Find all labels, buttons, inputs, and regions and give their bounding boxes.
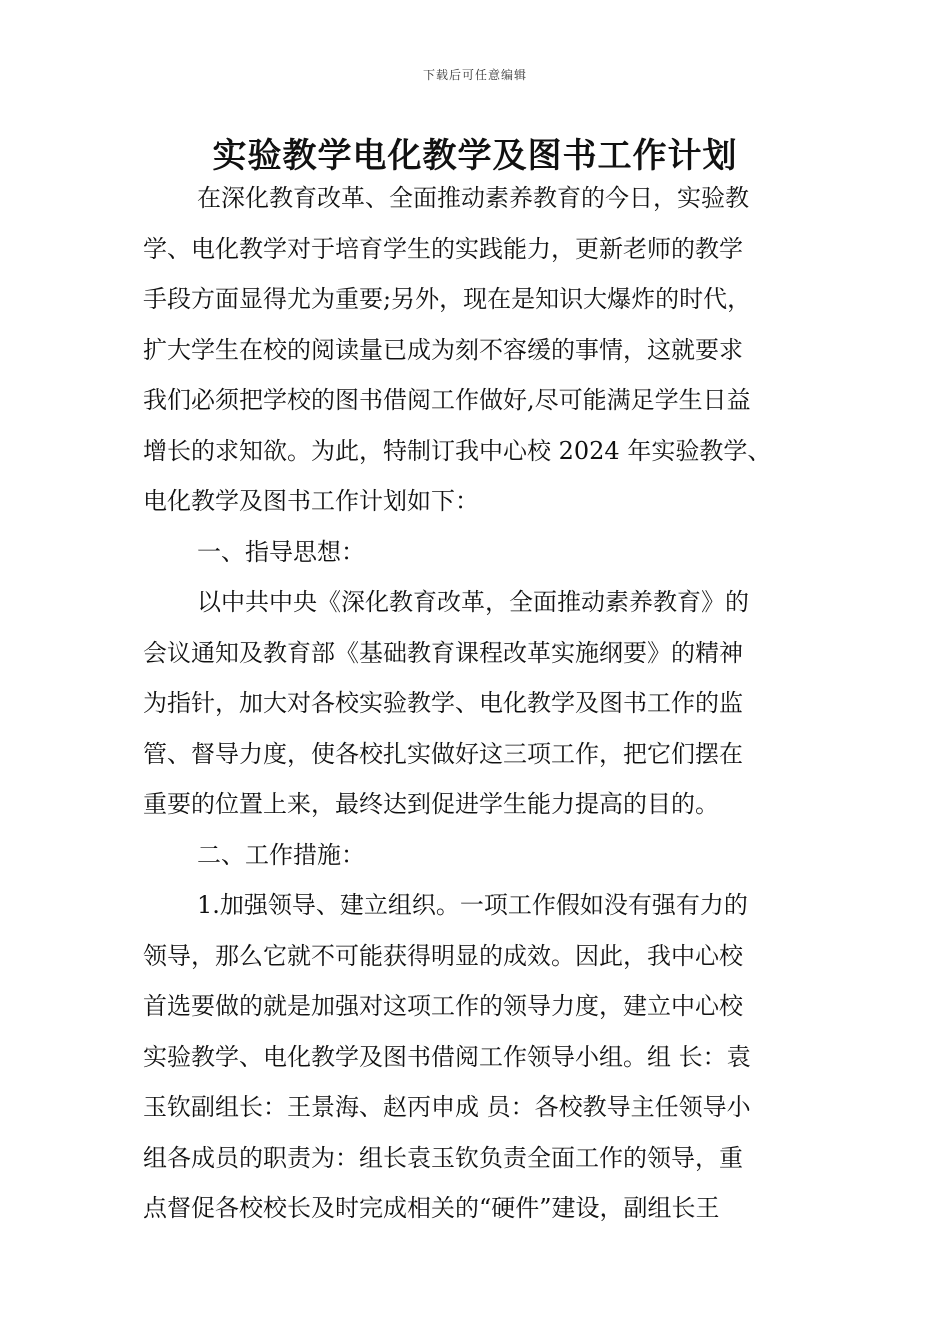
paragraph-line: 以中共中央《深化教育改革，全面推动素养教育》的 <box>197 588 749 616</box>
paragraph-line: 增长的求知欲。为此，特制订我中心校 2024 年实验教学、 <box>143 436 772 465</box>
paragraph-line: 为指针，加大对各校实验教学、电化教学及图书工作的监 <box>143 689 743 717</box>
paragraph-line: 扩大学生在校的阅读量已成为刻不容缓的事情，这就要求 <box>143 335 743 364</box>
paragraph-line: 我们必须把学校的图书借阅工作做好,尽可能满足学生日益 <box>143 386 751 414</box>
paragraph-line: 首选要做的就是加强对这项工作的领导力度，建立中心校 <box>143 992 743 1020</box>
paragraph-line: 领导，那么它就不可能获得明显的成效。因此，我中心校 <box>143 941 743 970</box>
paragraph-line: 手段方面显得尤为重要;另外，现在是知识大爆炸的时代， <box>143 285 752 313</box>
paragraph-line: 会议通知及教育部《基础教育课程改革实施纲要》的精神 <box>143 638 743 667</box>
header-note: 下载后可任意编辑 <box>422 68 527 82</box>
section-heading: 一、指导思想： <box>197 537 365 566</box>
paragraph-line: 管、督导力度，使各校扎实做好这三项工作，把它们摆在 <box>143 739 743 768</box>
paragraph-line: 组各成员的职责为：组长袁玉钦负责全面工作的领导，重 <box>143 1143 743 1172</box>
paragraph-line: 重要的位置上来，最终达到促进学生能力提高的目的。 <box>143 790 719 818</box>
document-title: 实验教学电化教学及图书工作计划 <box>212 136 738 176</box>
section-heading: 二、工作措施： <box>197 840 365 869</box>
paragraph-line: 学、电化教学对于培育学生的实践能力，更新老师的教学 <box>143 234 743 263</box>
paragraph-line: 实验教学、电化教学及图书借阅工作领导小组。组 长：袁 <box>143 1042 751 1071</box>
paragraph-line: 在深化教育改革、全面推动素养教育的今日，实验教 <box>197 184 749 212</box>
paragraph-line: 玉钦副组长：王景海、赵丙申成 员：各校教导主任领导小 <box>143 1093 751 1121</box>
paragraph-line: 电化教学及图书工作计划如下： <box>143 487 479 515</box>
paragraph-line: 点督促各校校长及时完成相关的“硬件”建设，副组长王 <box>143 1194 720 1222</box>
document-body <box>143 173 811 1234</box>
paragraph-line: 1.加强领导、建立组织。一项工作假如没有强有力的 <box>197 891 748 919</box>
